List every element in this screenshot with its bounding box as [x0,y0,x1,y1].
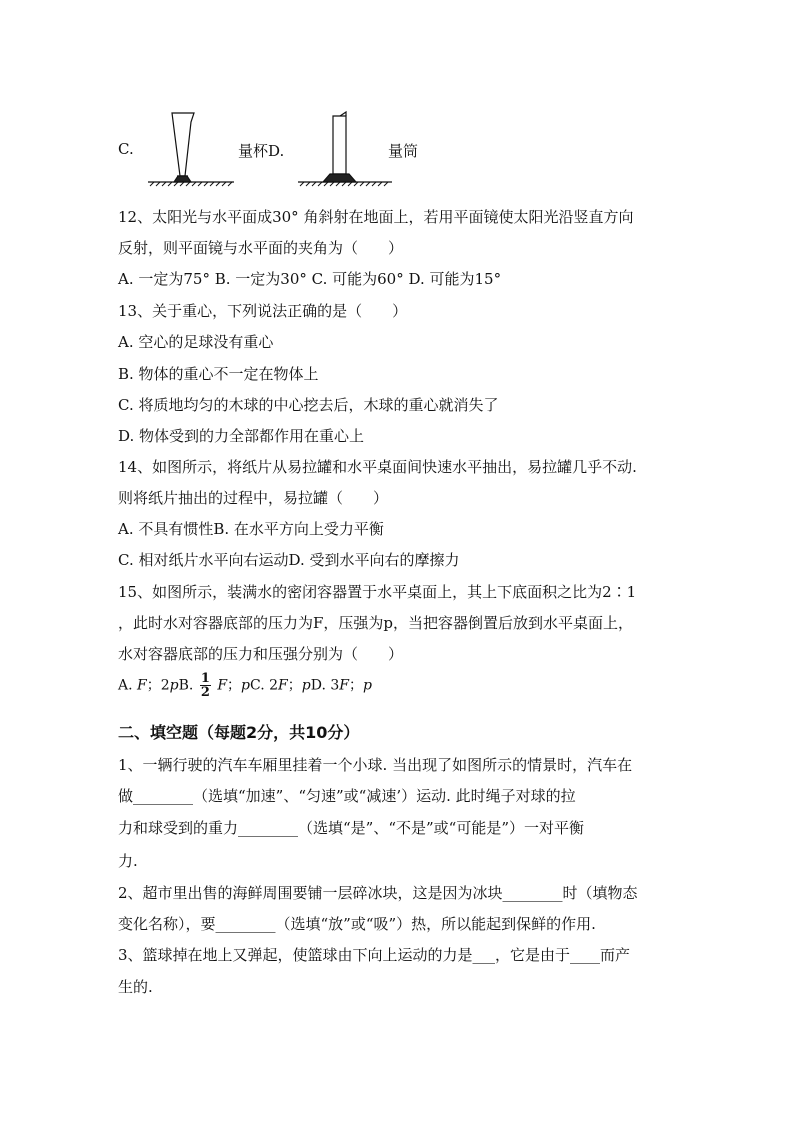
q13-option-d: D. 物体受到的力全部都作用在重心上 [118,427,365,445]
q15-option-c-label: C. 2 [250,677,279,694]
q15-option-b-pressure: p [241,677,251,694]
q13-stem: 13、关于重心，下列说法正确的是（ ） [118,302,408,320]
q15-option-a-force: F [137,677,147,694]
fill-q1-line1: 1、一辆行驶的汽车车厢里挂着一个小球. 当出现了如图所示的情景时，汽车在 [118,756,633,774]
fraction-denominator: 2 [200,685,210,700]
q14-options-ab: A. 不具有惯性B. 在水平方向上受力平衡 [118,520,384,538]
option-c-text: 量杯D. [238,142,285,160]
q15-stem-line2: ，此时水对容器底部的压力为F，压强为p，当把容器倒置后放到水平桌面上， [118,614,634,632]
q13-option-b: B. 物体的重心不一定在物体上 [118,365,319,383]
q15-option-a-sep: ；2 [146,677,170,694]
measuring-cylinder-body [333,116,346,174]
fraction-one-half [200,672,211,699]
q13-option-a: A. 空心的足球没有重心 [118,333,274,351]
fill-q1-line3: 力和球受到的重力________（选填“是”、“不是”或“可能是”）一对平衡 [118,819,585,837]
q14-stem-line2: 则将纸片抽出的过程中，易拉罐（ ） [118,489,389,507]
option-c-label: C. [118,140,134,158]
fraction-numerator: 1 [200,671,210,686]
q15-option-c-pressure: p [301,677,311,694]
fill-q1-line2: 做________（选填“加速”、“匀速”或“减速’）运动. 此时绳子对球的拉 [118,787,576,805]
q15-option-d-label: D. 3 [310,677,340,694]
q13-option-c: C. 将质地均匀的木球的中心挖去后，木球的重心就消失了 [118,396,499,414]
q15-option-d-sep: ； [349,677,363,694]
q12-options: A. 一定为75° B. 一定为30° C. 可能为60° D. 可能为15° [118,270,502,288]
fill-q3-line2: 生的. [118,978,153,996]
q14-options-cd: C. 相对纸片水平向右运动D. 受到水平向右的摩擦力 [118,551,460,569]
q15-option-a-label: A. [118,677,133,694]
q15-options [118,672,372,699]
q12-stem-line2: 反射，则平面镜与水平面的夹角为（ ） [118,239,404,257]
q15-option-c-force: F [278,677,288,694]
fill-q2-line1: 2、超市里出售的海鲜周围要铺一层碎冰块，这是因为冰块________时（填物态 [118,884,638,902]
measuring-cylinder-figure [298,112,392,186]
q15-option-a-pressure: p [169,677,179,694]
q15-option-b-label: B. [178,677,194,694]
section-two-heading: 二、填空题（每题2分，共10分） [118,723,360,742]
fill-q3-line1: 3、篮球掉在地上又弹起，使篮球由下向上运动的力是___，它是由于____而产 [118,946,631,964]
q15-option-b-sep: ； [227,677,242,694]
option-d-text: 量筒 [388,142,419,160]
figure-measuring-vessels [0,0,794,200]
q12-stem-line1: 12、太阳光与水平面成30° 角斜射在地面上，若用平面镜使太阳光沿竖直方向 [118,208,634,226]
fill-q2-line2: 变化名称），要________（选填“放”或“吸”）热，所以能起到保鲜的作用. [118,915,596,933]
q15-stem-line1: 15、如图所示，装满水的密闭容器置于水平桌面上，其上下底面积之比为2∶1 [118,583,637,601]
q15-stem-line3: 水对容器底部的压力和压强分别为（ ） [118,645,404,663]
measuring-cup-body [172,113,194,176]
q15-option-d-pressure: p [363,677,372,694]
q15-option-d-force: F [339,677,349,694]
measuring-cylinder-base [323,174,356,182]
measuring-cup-figure [148,113,234,186]
q15-option-c-sep: ； [287,677,302,694]
measuring-cup-base [174,176,191,182]
q14-stem-line1: 14、如图所示，将纸片从易拉罐和水平桌面间快速水平抽出，易拉罐几乎不动. [118,458,637,476]
q15-option-b-force: F [217,677,228,694]
fill-q1-line4: 力. [118,852,138,870]
